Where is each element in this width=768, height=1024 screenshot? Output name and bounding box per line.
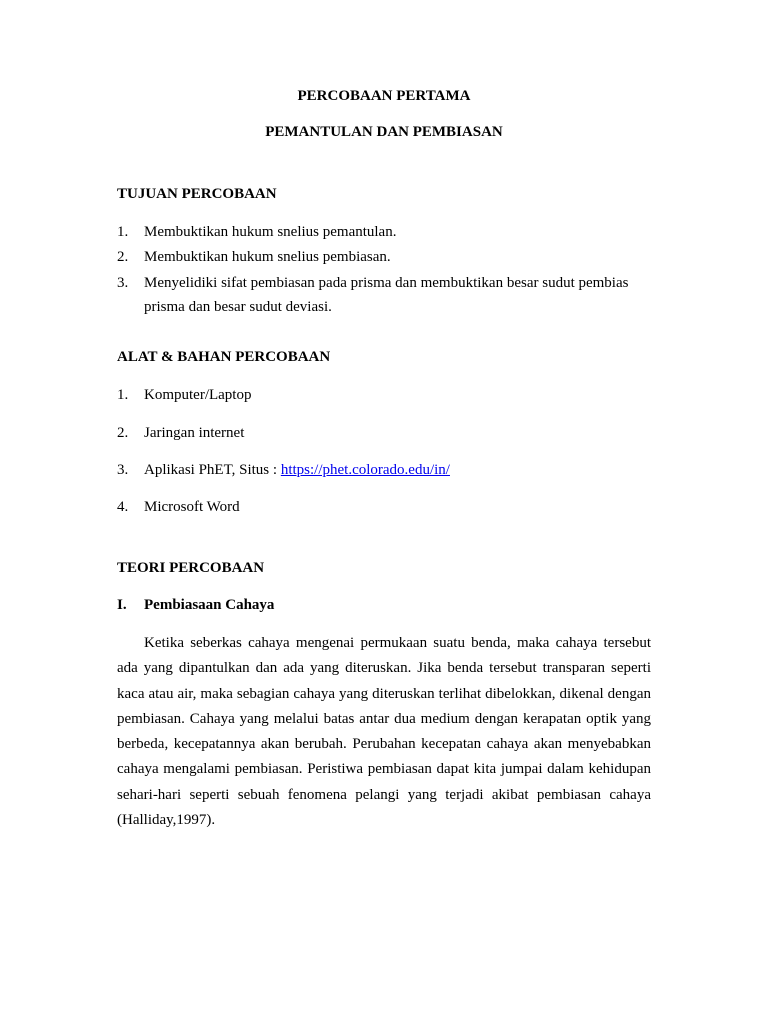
list-number: 4. bbox=[117, 499, 129, 515]
list-number: 2. bbox=[117, 249, 129, 265]
list-number: 2. bbox=[117, 425, 129, 441]
list-text: Microsoft Word bbox=[144, 499, 240, 515]
list-text: Menyelidiki sifat pembiasan pada prisma dan membuktikan besar sudut pembias bbox=[144, 275, 629, 291]
list-text: Aplikasi PhET, Situs : bbox=[144, 462, 281, 478]
list-number: 1. bbox=[117, 224, 129, 240]
phet-link[interactable]: https://phet.colorado.edu/in/ bbox=[280, 462, 450, 478]
subsection-number: I. bbox=[117, 597, 127, 613]
list-text: Membuktikan hukum snelius pemantulan. bbox=[144, 224, 397, 240]
list-number: 3. bbox=[117, 462, 129, 478]
list-text: Membuktikan hukum snelius pembiasan. bbox=[144, 249, 391, 265]
section-heading-teori: TEORI PERCOBAAN bbox=[117, 560, 265, 576]
document-title: PERCOBAAN PERTAMA bbox=[297, 88, 471, 104]
section-heading-tujuan: TUJUAN PERCOBAAN bbox=[117, 186, 277, 202]
list-number: 3. bbox=[117, 275, 129, 291]
section-heading-alat: ALAT & BAHAN PERCOBAAN bbox=[117, 349, 331, 365]
list-text: Komputer/Laptop bbox=[144, 387, 252, 403]
list-text-with-link bbox=[144, 458, 450, 483]
list-text: Jaringan internet bbox=[144, 425, 245, 441]
subsection-title: Pembiasaan Cahaya bbox=[144, 597, 275, 613]
document-subtitle: PEMANTULAN DAN PEMBIASAN bbox=[265, 124, 503, 140]
theory-paragraph: Ketika seberkas cahaya mengenai permukaan suatu benda, maka cahaya tersebut ada yang dipantulkan dan ada yang diteruskan. Jika benda tersebut transparan seperti kaca atau air, maka sebagian cahaya yang diteruskan terlihat dibelokkan, dikenal dengan pembiasan. Cahaya yang melalui batas antar dua medium dengan kerapatan optik yang berbeda, kecepatannya akan berubah. Perubahan kecepatan cahaya akan menyebabkan cahaya mengalami pembiasan. Peristiwa pembiasan dapat kita jumpai dalam kehidupan sehari-hari seperti sebuah fenomena pelangi yang terjadi akibat pembiasan cahaya (Halliday,1997). bbox=[117, 635, 651, 829]
list-number: 1. bbox=[117, 387, 129, 403]
list-text-continuation: prisma dan besar sudut deviasi. bbox=[144, 299, 332, 315]
